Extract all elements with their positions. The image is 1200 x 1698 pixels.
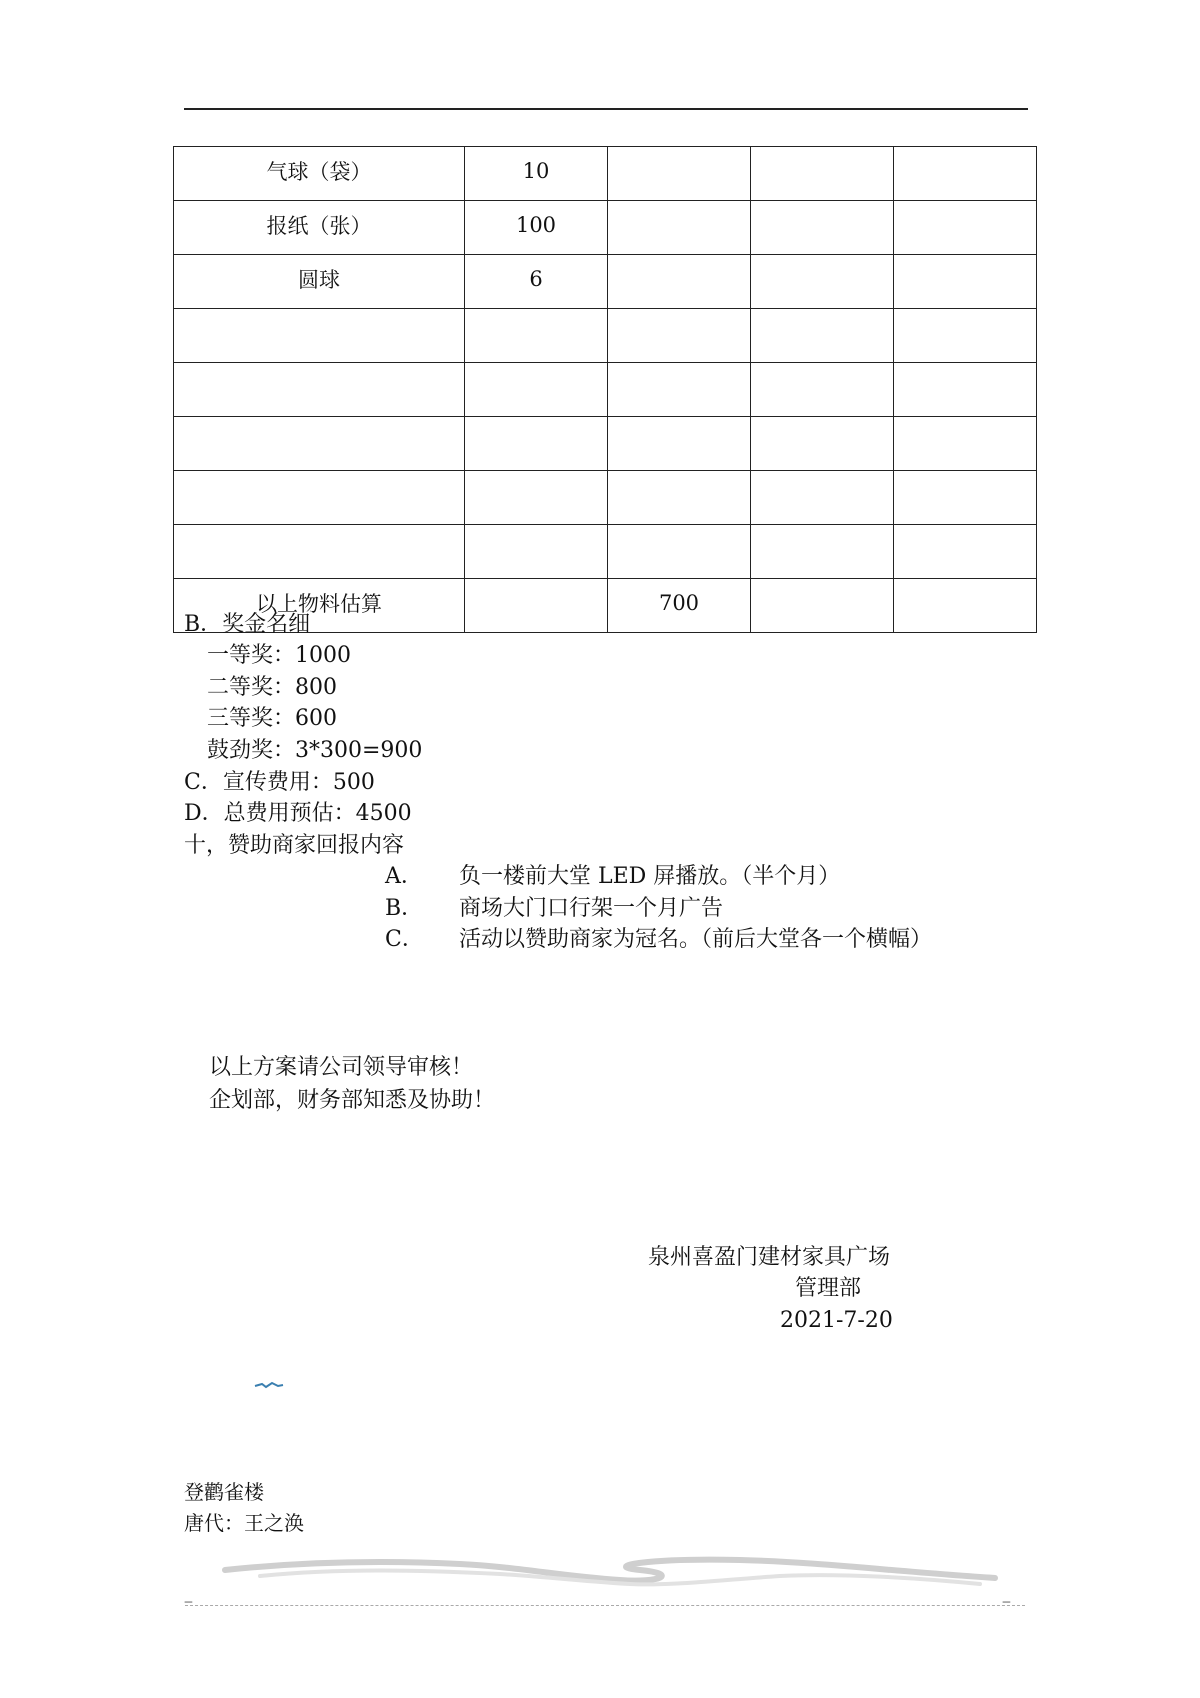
closing-review-request: 以上方案请公司领导审核！ xyxy=(209,1055,474,1080)
sponsor-heading: 十，赞助商家回报内容 xyxy=(184,833,405,858)
bonus-item-second: 二等奖：800 xyxy=(207,675,337,700)
table-cell xyxy=(894,417,1037,471)
poem-author: 唐代：王之涣 xyxy=(184,1511,304,1535)
table-cell: 6 xyxy=(465,255,608,309)
table-cell xyxy=(465,363,608,417)
table-cell xyxy=(894,255,1037,309)
footer-right-tick: ‒ xyxy=(1002,1594,1011,1610)
signature-company: 泉州喜盈门建材家具广场 xyxy=(648,1245,891,1270)
table-cell: 圆球 xyxy=(174,255,465,309)
table-row xyxy=(174,309,1037,363)
sponsor-item-text: 活动以赞助商家为冠名。（前后大堂各一个横幅） xyxy=(459,927,933,952)
total-cost: D．总费用预估：4500 xyxy=(184,801,412,826)
table-cell xyxy=(174,417,465,471)
bonus-item-encouragement: 鼓劲奖：3*300=900 xyxy=(207,738,423,763)
table-cell xyxy=(465,417,608,471)
table-cell xyxy=(751,309,894,363)
table-row xyxy=(174,363,1037,417)
publicity-cost: C．宣传费用：500 xyxy=(184,770,375,795)
table-cell xyxy=(751,417,894,471)
materials-table xyxy=(173,146,1037,633)
table-cell: 10 xyxy=(465,147,608,201)
table-cell xyxy=(174,525,465,579)
table-cell xyxy=(608,255,751,309)
footer-rule xyxy=(185,1605,1025,1606)
table-cell xyxy=(608,417,751,471)
table-cell xyxy=(894,525,1037,579)
signature-date: 2021-7-20 xyxy=(780,1308,893,1333)
table-cell xyxy=(465,309,608,363)
table-cell xyxy=(465,525,608,579)
table-cell xyxy=(174,363,465,417)
sponsor-item-marker: A． xyxy=(385,864,423,889)
table-cell xyxy=(894,579,1037,633)
table-cell xyxy=(608,309,751,363)
table-cell xyxy=(465,471,608,525)
table-cell xyxy=(894,471,1037,525)
sponsor-item-text: 商场大门口行架一个月广告 xyxy=(459,896,724,921)
table-cell xyxy=(894,309,1037,363)
table-cell: 700 xyxy=(608,579,751,633)
table-cell xyxy=(608,471,751,525)
sponsor-item-text: 负一楼前大堂 LED 屏播放。（半个月） xyxy=(459,864,841,889)
table-cell: 报纸（张） xyxy=(174,201,465,255)
small-blue-mark-icon xyxy=(254,1381,284,1391)
table-row xyxy=(174,255,1037,309)
ink-brush-decoration xyxy=(220,1540,1000,1590)
header-rule xyxy=(184,108,1028,110)
footer-left-tick: ‒ xyxy=(184,1594,193,1610)
table-cell xyxy=(751,201,894,255)
sponsor-item-marker: C． xyxy=(385,927,424,952)
bonus-item-third: 三等奖：600 xyxy=(207,706,337,731)
poem-title: 登鹳雀楼 xyxy=(184,1480,264,1504)
bonus-item-first: 一等奖：1000 xyxy=(207,643,351,668)
table-cell xyxy=(751,363,894,417)
table-cell xyxy=(751,255,894,309)
table-cell xyxy=(894,147,1037,201)
table-row xyxy=(174,525,1037,579)
table-cell: 100 xyxy=(465,201,608,255)
table-cell xyxy=(174,309,465,363)
table-cell xyxy=(608,201,751,255)
table-cell xyxy=(608,525,751,579)
table-row xyxy=(174,147,1037,201)
table-cell: 以上物料估算 xyxy=(174,579,465,633)
table-cell xyxy=(608,363,751,417)
table-row xyxy=(174,201,1037,255)
table-cell xyxy=(751,525,894,579)
table-row xyxy=(174,471,1037,525)
table-cell xyxy=(751,471,894,525)
table-cell xyxy=(751,147,894,201)
signature-department: 管理部 xyxy=(795,1276,862,1301)
closing-departments-note: 企划部，财务部知悉及协助！ xyxy=(209,1088,496,1113)
table-cell xyxy=(174,471,465,525)
table-cell xyxy=(608,147,751,201)
bonus-heading: B．奖金名细 xyxy=(184,612,311,637)
table-row xyxy=(174,417,1037,471)
table-cell xyxy=(894,201,1037,255)
table-cell: 气球（袋） xyxy=(174,147,465,201)
sponsor-item-marker: B． xyxy=(385,896,424,921)
table-cell xyxy=(751,579,894,633)
table-cell xyxy=(465,579,608,633)
table-cell xyxy=(894,363,1037,417)
